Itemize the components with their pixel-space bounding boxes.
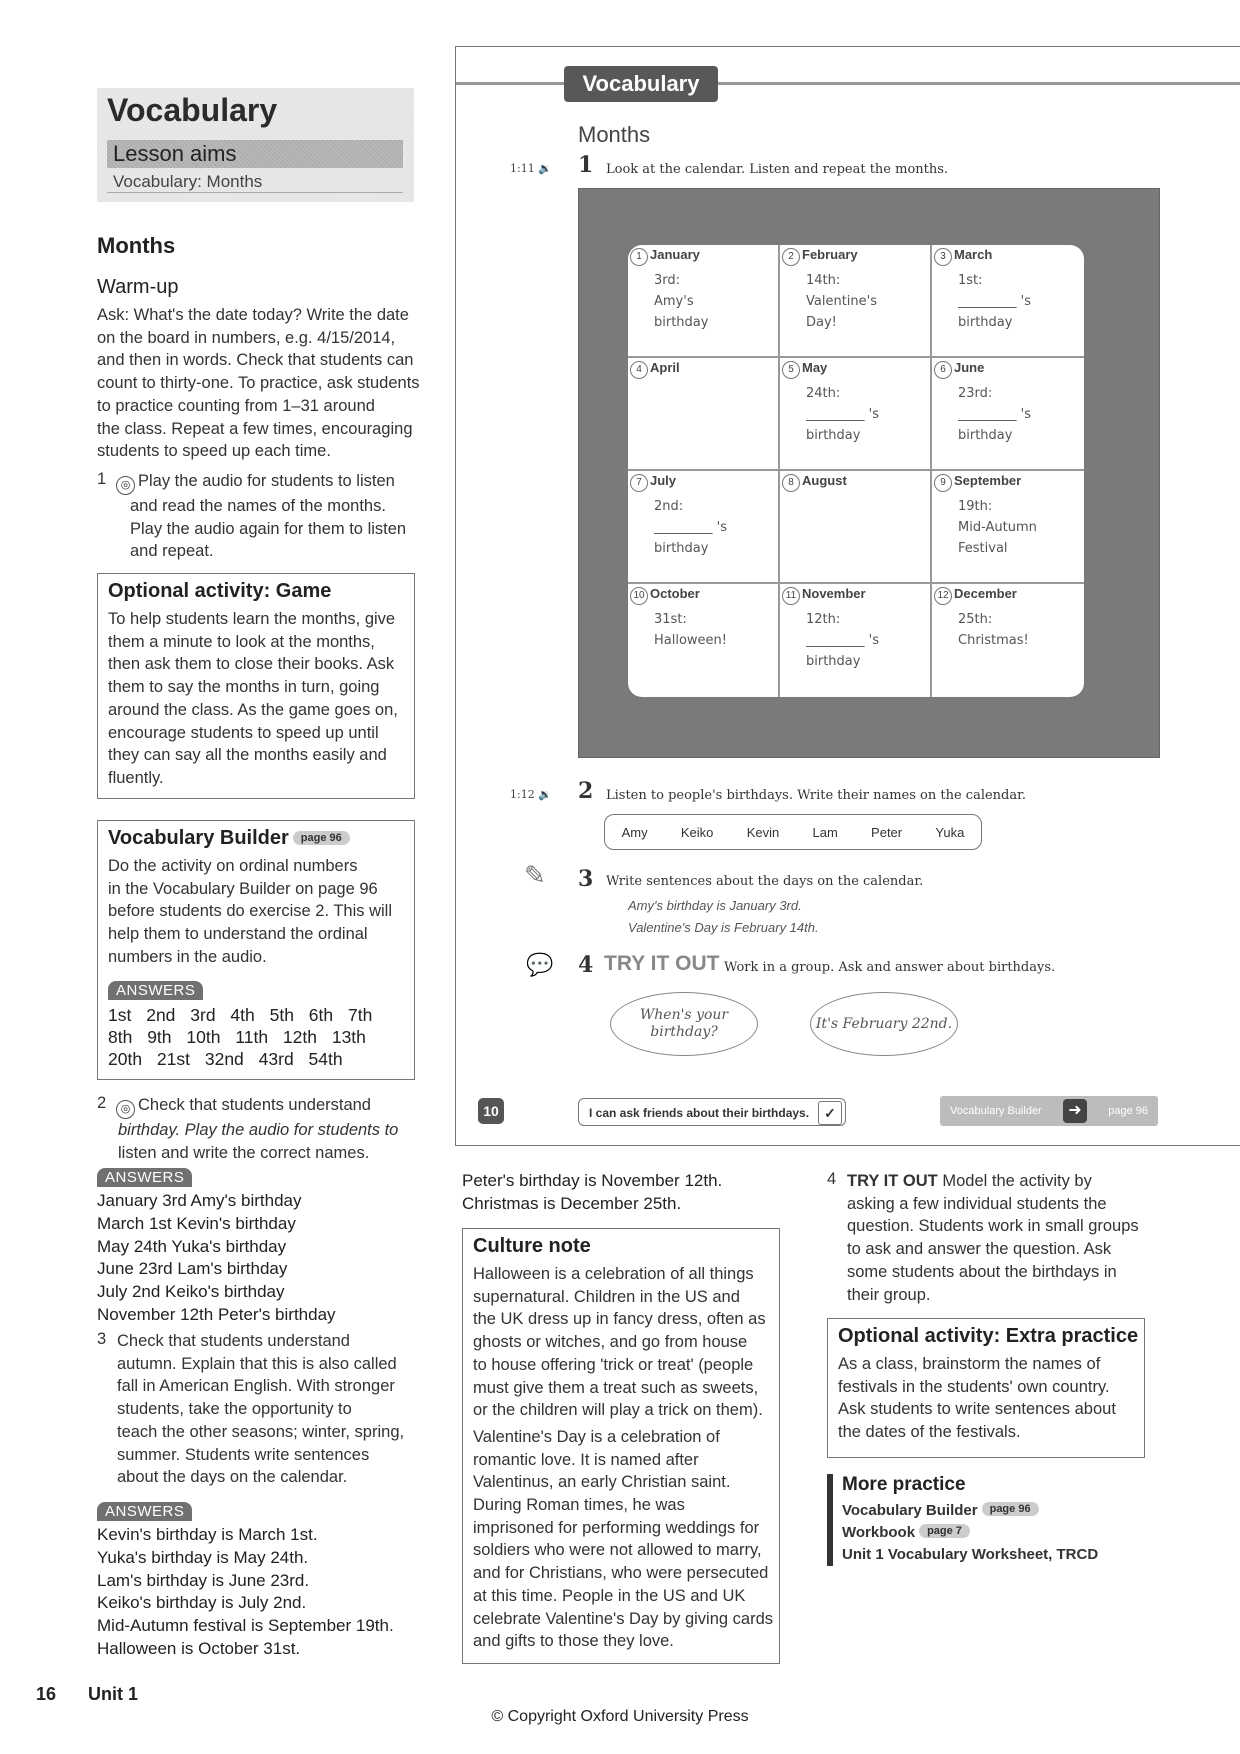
answers-continued — [462, 1170, 722, 1216]
calendar-cell — [628, 471, 780, 584]
text-line: then ask them to close their books. Ask — [108, 655, 395, 674]
answer-line: Christmas is December 25th. — [462, 1193, 682, 1213]
step3-text — [117, 1330, 432, 1489]
text-line: around the class. As the game goes on, — [108, 700, 398, 719]
more-practice-item[interactable] — [842, 1524, 970, 1541]
month-name: June — [954, 360, 985, 375]
month-number: 6 — [934, 361, 952, 379]
page-number: 16 — [36, 1684, 57, 1704]
text-line: imprisoned for performing weddings for — [473, 1518, 760, 1537]
try-it-out-label: TRY IT OUT — [604, 952, 720, 975]
text-line: them to say the months in turn, going — [108, 678, 380, 697]
month-number: 8 — [782, 474, 800, 492]
handwritten-note: 1st: — [958, 273, 983, 288]
text-line: teach the other seasons; winter, spring, — [117, 1422, 405, 1441]
month-number: 2 — [782, 248, 800, 266]
text-line: to house offering 'trick or treat' (people — [473, 1355, 754, 1374]
text-line: and gifts to those they love. — [473, 1632, 674, 1651]
exercise-instruction: Work in a group. Ask and answer about birthdays. — [724, 960, 1056, 975]
text-line: Valentine's Day is a celebration of — [473, 1427, 720, 1446]
vb-link-label: Vocabulary Builder — [950, 1105, 1042, 1117]
handwritten-note: birthday — [654, 541, 709, 556]
answer-line: March 1st Kevin's birthday — [97, 1213, 296, 1233]
text-line: about the days on the calendar. — [117, 1468, 348, 1487]
handwritten-note: 24th: — [806, 386, 841, 401]
exercise-number: 3 — [578, 866, 594, 892]
speaker-icon: 🔉 — [538, 788, 552, 801]
answer-line: Peter's birthday is November 12th. — [462, 1171, 723, 1190]
answer-line: Yuka's birthday is May 24th. — [97, 1547, 309, 1567]
exercise-number: 4 — [578, 952, 594, 978]
text-line: Play the audio for students to listen — [138, 472, 395, 490]
calendar-cell — [780, 471, 932, 584]
answers-list — [97, 1190, 336, 1327]
handwritten-note: Festival — [958, 541, 1008, 556]
text-line: and for Christians, who were persecuted — [473, 1564, 769, 1583]
section-title: Months — [97, 233, 176, 258]
handwritten-note: 14th: — [806, 273, 841, 288]
vocabulary-builder-link[interactable] — [940, 1096, 1158, 1126]
text-line: to ask and answer the question. Ask — [847, 1240, 1112, 1259]
calendar-cell — [628, 358, 780, 471]
text-line: help them to understand the ordinal — [108, 925, 368, 944]
handwritten-note: _________ 's — [958, 407, 1031, 422]
audio-cd-icon: ◎ — [116, 476, 135, 495]
more-practice-item[interactable]: Unit 1 Vocabulary Worksheet, TRCD — [842, 1546, 1099, 1563]
month-number: 9 — [934, 474, 952, 492]
box-text — [108, 855, 392, 969]
more-practice-title: More practice — [842, 1474, 966, 1495]
handwritten-note: birthday — [958, 428, 1013, 443]
handwritten-note: _________ 's — [958, 294, 1031, 309]
page-ref-badge[interactable]: page 96 — [293, 831, 350, 845]
text-line: them a minute to look at the months, — [108, 632, 375, 651]
month-header — [934, 586, 1017, 605]
answers-badge: ANSWERS — [108, 981, 203, 1000]
calendar-cell — [780, 358, 932, 471]
text-line: asking a few individual students the — [847, 1194, 1107, 1213]
handwritten-note: 25th: — [958, 612, 993, 627]
month-name: May — [802, 360, 828, 375]
month-header — [782, 360, 827, 379]
lesson-aims-label: Lesson aims — [107, 140, 403, 168]
more-practice-item[interactable] — [842, 1502, 1039, 1519]
ordinal-row: 8th 9th 10th 11th 12th 13th — [108, 1027, 366, 1047]
answer-line: June 23rd Lam's birthday — [97, 1259, 288, 1279]
answer-line: January 3rd Amy's birthday — [97, 1191, 302, 1210]
month-header — [630, 247, 700, 266]
answer-line: Keiko's birthday is July 2nd. — [97, 1593, 307, 1613]
name-item: Peter — [871, 824, 903, 840]
month-header — [934, 247, 992, 266]
answers-list — [97, 1524, 394, 1661]
text-line: the class. Repeat a few times, encouraging — [97, 419, 413, 438]
warmup-text — [97, 304, 427, 463]
handwritten-note: Mid-Autumn — [958, 520, 1037, 535]
calendar-cell — [932, 358, 1084, 471]
names-box — [604, 814, 982, 850]
calendar-grid — [628, 245, 1084, 697]
text-line: some students about the birthdays in — [847, 1262, 1117, 1281]
box-title: Optional activity: Game — [108, 580, 332, 602]
month-number: 11 — [782, 587, 800, 605]
month-name: March — [954, 247, 993, 262]
speaker-icon: 🔉 — [538, 162, 552, 175]
example-sentence: Amy's birthday is January 3rd. — [628, 898, 802, 913]
can-do-statement — [578, 1098, 846, 1126]
month-number: 7 — [630, 474, 648, 492]
text-line: the dates of the festivals. — [838, 1423, 1021, 1442]
checkmark-icon[interactable]: ✓ — [818, 1101, 842, 1125]
handwritten-note: birthday — [654, 315, 709, 330]
text-line: to practice counting from 1–31 around — [97, 396, 375, 415]
divider — [107, 192, 403, 193]
vocabulary-banner: Vocabulary — [564, 66, 718, 102]
arrow-right-icon: ➜ — [1063, 1099, 1087, 1123]
handwritten-note: birthday — [958, 315, 1013, 330]
answer-line: May 24th Yuka's birthday — [97, 1236, 287, 1256]
lesson-aims-text: Vocabulary: Months — [113, 172, 263, 191]
exercise-instruction: Write sentences about the days on the calendar. — [606, 874, 924, 889]
handwritten-note: birthday — [806, 428, 861, 443]
handwritten-note: Day! — [806, 315, 837, 330]
text-line: encourage students to speed up until — [108, 723, 379, 742]
text-line: must give them a treat such as sweets, — [473, 1378, 759, 1397]
box-text — [108, 608, 398, 790]
calendar-cell — [780, 245, 932, 358]
page-ref-badge: page 7 — [919, 1524, 970, 1538]
handwritten-note: Halloween! — [654, 633, 727, 648]
text-line: supernatural. Children in the US and — [473, 1287, 740, 1306]
handwritten-note: 2nd: — [654, 499, 684, 514]
vb-link-page: page 96 — [1108, 1105, 1148, 1117]
month-number: 10 — [630, 587, 648, 605]
handwritten-note: birthday — [806, 654, 861, 669]
name-item: Kevin — [746, 824, 780, 840]
month-number: 1 — [630, 248, 648, 266]
text-line: Check that students understand — [117, 1332, 350, 1350]
month-header — [630, 360, 680, 379]
month-name: April — [650, 360, 680, 375]
text-line: the UK dress up in fancy dress, often as — [473, 1310, 766, 1329]
answers-badge: ANSWERS — [97, 1502, 192, 1521]
calendar-cell — [932, 245, 1084, 358]
month-header — [782, 247, 858, 266]
month-number: 3 — [934, 248, 952, 266]
page-title: Vocabulary — [107, 92, 278, 128]
student-page-number: 10 — [478, 1098, 504, 1124]
month-header — [630, 586, 700, 605]
more-practice-bar — [827, 1474, 833, 1566]
text-line: romantic love. It is named after — [473, 1450, 699, 1469]
audio-track[interactable] — [510, 788, 552, 801]
box-title: Culture note — [473, 1235, 591, 1257]
handwritten-note: 23rd: — [958, 386, 993, 401]
text-line: in the Vocabulary Builder on page 96 — [108, 879, 378, 898]
text-line: Ask students to write sentences about — [838, 1400, 1116, 1419]
speech-bubble: When's your birthday? — [610, 992, 758, 1056]
calendar-cell — [932, 471, 1084, 584]
calendar-cell — [628, 245, 780, 358]
text-line: fluently. — [108, 768, 164, 787]
example-sentence: Valentine's Day is February 14th. — [628, 920, 819, 935]
text-line: Valentinus, an early Christian saint. — [473, 1473, 731, 1492]
speech-icon: 💬 — [526, 952, 554, 977]
step-number: 3 — [97, 1330, 107, 1348]
name-item: Keiko — [680, 824, 714, 840]
text-line: students, take the opportunity to — [117, 1400, 352, 1419]
track-number: 1:11 — [510, 162, 535, 175]
month-name: October — [650, 586, 700, 601]
more-item-label: Workbook — [842, 1524, 916, 1541]
handwritten-note: Valentine's — [806, 294, 877, 309]
text-line: Model the activity by — [942, 1172, 1092, 1190]
handwritten-note: _________ 's — [806, 407, 879, 422]
audio-track[interactable] — [510, 162, 552, 175]
unit-label: Unit 1 — [88, 1684, 139, 1704]
text-line: summer. Students write sentences — [117, 1445, 370, 1464]
page-ref-badge: page 96 — [982, 1502, 1039, 1516]
text-line: at this time. People in the US and UK — [473, 1586, 746, 1605]
handwritten-note: 3rd: — [654, 273, 681, 288]
month-name: November — [802, 586, 866, 601]
answer-line: Lam's birthday is June 23rd. — [97, 1570, 310, 1590]
handwritten-note: _________ 's — [806, 633, 879, 648]
calendar-cell — [780, 584, 932, 697]
step-number: 4 — [827, 1170, 837, 1188]
handwritten-note: 31st: — [654, 612, 687, 627]
text-line: and then in words. Check that students can — [97, 351, 414, 370]
box-title: Optional activity: Extra practice — [838, 1325, 1139, 1347]
vb-title-text: Vocabulary Builder — [108, 827, 289, 849]
culture-note-box — [462, 1228, 780, 1664]
month-name: February — [802, 247, 858, 262]
track-number: 1:12 — [510, 788, 535, 801]
ordinal-row: 20th 21st 32nd 43rd 54th — [108, 1049, 343, 1069]
answer-line: July 2nd Keiko's birthday — [97, 1282, 285, 1302]
text-line: on the board in numbers, e.g. 4/15/2014, — [97, 328, 396, 347]
handwritten-note: 19th: — [958, 499, 993, 514]
month-number: 12 — [934, 587, 952, 605]
answer-line: Halloween is October 31st. — [97, 1638, 301, 1658]
text-line: Check that students understand — [138, 1096, 371, 1114]
month-header — [630, 473, 676, 492]
copyright-notice: © Copyright Oxford University Press — [491, 1708, 749, 1725]
text-line: During Roman times, he was — [473, 1496, 685, 1515]
text-line: Halloween is a celebration of all things — [473, 1265, 754, 1283]
more-item-label: Vocabulary Builder — [842, 1502, 978, 1519]
handwritten-note: 12th: — [806, 612, 841, 627]
try-it-out-bold: TRY IT OUT — [847, 1172, 938, 1190]
name-item: Amy — [621, 824, 648, 840]
exercise-number: 2 — [578, 778, 594, 804]
text-line: Do the activity on ordinal numbers — [108, 857, 358, 875]
month-name: January — [650, 247, 700, 262]
text-line: before students do exercise 2. This will — [108, 902, 393, 921]
speech-bubble: It's February 22nd. — [810, 992, 958, 1056]
calendar-cell — [932, 584, 1084, 697]
vocabulary-builder-box — [97, 820, 415, 1080]
pencil-icon: ✎ — [524, 860, 546, 890]
box-title — [108, 827, 350, 850]
month-header — [934, 473, 1021, 492]
text-line: soldiers who were not allowed to marry, — [473, 1541, 762, 1560]
extra-practice-box — [827, 1318, 1145, 1458]
exercise-instruction: Look at the calendar. Listen and repeat the months. — [606, 162, 949, 177]
month-header — [934, 360, 984, 379]
box-text — [473, 1263, 773, 1653]
text-line: students to speed up each time. — [97, 442, 331, 461]
ordinal-row: 1st 2nd 3rd 4th 5th 6th 7th — [108, 1005, 373, 1025]
text-line: Ask: What's the date today? Write the date — [97, 306, 409, 324]
answer-line: Kevin's birthday is March 1st. — [97, 1525, 318, 1544]
audio-cd-icon: ◎ — [116, 1100, 135, 1119]
month-number: 5 — [782, 361, 800, 379]
answer-line: November 12th Peter's birthday — [97, 1304, 336, 1324]
step2-text — [116, 1094, 431, 1164]
text-line: count to thirty-one. To practice, ask students — [97, 374, 420, 393]
text-line: birthday. Play the audio for students to — [118, 1121, 399, 1139]
step4-text — [847, 1170, 1177, 1306]
calendar-cell — [628, 584, 780, 697]
can-do-text: I can ask friends about their birthdays. — [589, 1106, 810, 1120]
answers-badge: ANSWERS — [97, 1168, 192, 1187]
text-line: and read the names of the months. — [130, 497, 386, 515]
name-item: Lam — [812, 824, 838, 840]
exercise-instruction: Listen to people's birthdays. Write their names on the calendar. — [606, 788, 1027, 803]
text-line: question. Students work in small groups — [847, 1217, 1139, 1236]
text-line: fall in American English. With stronger — [117, 1377, 395, 1396]
month-name: September — [954, 473, 1022, 488]
text-line: celebrate Valentine's Day by giving cards — [473, 1609, 774, 1628]
text-line: they can say all the months easily and — [108, 746, 387, 765]
handwritten-note: _________ 's — [654, 520, 727, 535]
text-line: or the children will play a trick on them). — [473, 1401, 763, 1420]
text-line: autumn. Explain that this is also called — [117, 1354, 397, 1373]
optional-game-box — [97, 573, 415, 799]
months-heading: Months — [578, 122, 651, 147]
month-name: August — [802, 473, 847, 488]
vocabulary-header — [97, 88, 414, 202]
step1-text — [116, 470, 431, 563]
name-item: Yuka — [935, 824, 965, 840]
text-line: festivals in the students' own country. — [838, 1377, 1110, 1396]
month-name: July — [650, 473, 677, 488]
month-number: 4 — [630, 361, 648, 379]
step-number: 1 — [97, 470, 107, 488]
box-text — [838, 1353, 1116, 1444]
text-line: Play the audio again for them to listen — [130, 519, 407, 538]
warmup-title: Warm-up — [97, 276, 179, 298]
month-name: December — [954, 586, 1017, 601]
handwritten-note: Amy's — [654, 294, 694, 309]
text-line: numbers in the audio. — [108, 947, 267, 966]
handwritten-note: Christmas! — [958, 633, 1029, 648]
exercise-number: 1 — [578, 152, 594, 178]
text-line: To help students learn the months, give — [108, 610, 396, 628]
month-header — [782, 473, 847, 492]
text-line: listen and write the correct names. — [118, 1143, 370, 1162]
step-number: 2 — [97, 1094, 107, 1112]
text-line: their group. — [847, 1285, 931, 1304]
month-header — [782, 586, 866, 605]
text-line: As a class, brainstorm the names of — [838, 1355, 1101, 1373]
text-line: and repeat. — [130, 542, 214, 561]
answer-line: Mid-Autumn festival is September 19th. — [97, 1616, 394, 1636]
text-line: ghosts or witches, and go from house — [473, 1333, 748, 1352]
